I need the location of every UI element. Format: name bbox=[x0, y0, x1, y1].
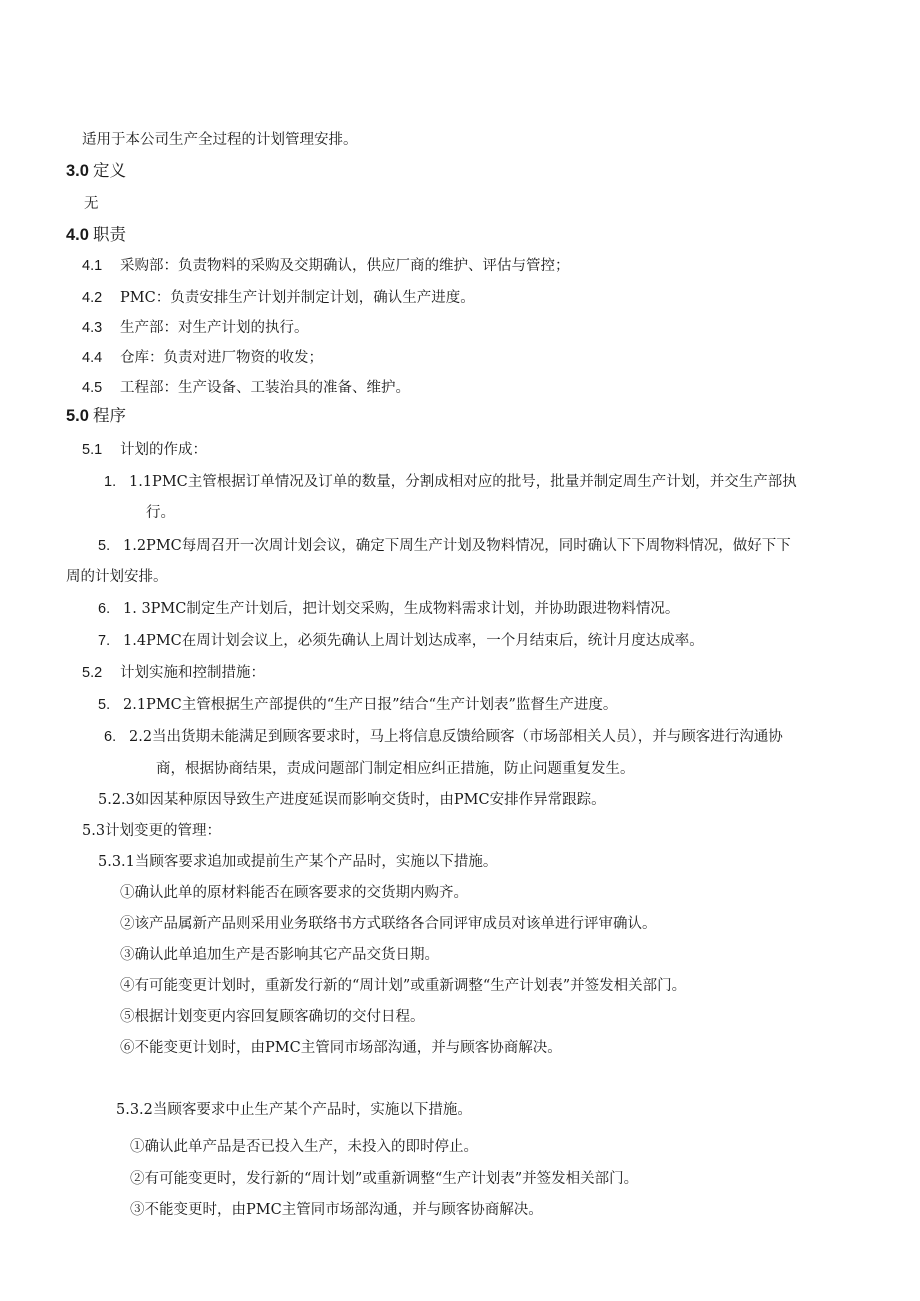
subsection-number: 5.2 bbox=[82, 665, 103, 681]
section-3-number: 3.0 bbox=[66, 162, 89, 180]
list-item bbox=[104, 727, 783, 747]
section-3-heading bbox=[66, 160, 126, 182]
section-4-title: 职责 bbox=[92, 225, 126, 244]
section-3-title: 定义 bbox=[92, 161, 126, 180]
item-text: 生产部：对生产计划的执行。 bbox=[120, 320, 309, 336]
list-item: 5.2.3如因某种原因导致生产进度延误而影响交货时，由PMC安排作异常跟踪。 bbox=[98, 792, 606, 808]
section-5-number: 5.0 bbox=[66, 407, 89, 425]
section-4-heading bbox=[66, 224, 126, 246]
subsection-number: 5.1 bbox=[82, 442, 103, 458]
item-number: 1. bbox=[104, 474, 117, 490]
list-item bbox=[82, 288, 475, 308]
item-text: 1.2PMC每周召开一次周计划会议，确定下周生产计划及物料情况，同时确认下下周物料情况，做好下下 bbox=[123, 538, 791, 554]
item-number: 6. bbox=[98, 601, 111, 617]
item-number: 5. bbox=[98, 697, 111, 713]
list-item: ④有可能变更计划时，重新发行新的“周计划”或重新调整“生产计划表”并签发相关部门。 bbox=[120, 978, 687, 994]
item-text: 工程部：生产设备、工装治具的准备、维护。 bbox=[120, 380, 410, 396]
section-4-number: 4.0 bbox=[66, 226, 89, 244]
item-number: 4.3 bbox=[82, 320, 103, 336]
list-item bbox=[82, 348, 323, 368]
list-item bbox=[98, 536, 791, 556]
list-item: ⑤根据计划变更内容回复顾客确切的交付日程。 bbox=[120, 1009, 425, 1025]
item-text-continuation: 商，根据协商结果，责成问题部门制定相应纠正措施，防止问题重复发生。 bbox=[156, 761, 635, 777]
item-text: 1. 3PMC制定生产计划后，把计划交采购，生成物料需求计划，并协助跟进物料情况。 bbox=[123, 601, 680, 617]
list-item: ③确认此单追加生产是否影响其它产品交货日期。 bbox=[120, 947, 439, 963]
subsection-title: 计划的作成： bbox=[120, 442, 207, 458]
list-item bbox=[82, 318, 309, 338]
item-number: 7. bbox=[98, 633, 111, 649]
subsection-5-2-heading bbox=[82, 663, 265, 683]
item-text-continuation: 周的计划安排。 bbox=[66, 569, 168, 585]
item-text: 仓库：负责对进厂物资的收发； bbox=[120, 350, 323, 366]
item-number: 5. bbox=[98, 538, 111, 554]
subsection-5-3-1-heading: 5.3.1当顾客要求追加或提前生产某个产品时，实施以下措施。 bbox=[98, 854, 498, 870]
item-text: 2.2当出货期未能满足到顾客要求时，马上将信息反馈给顾客（市场部相关人员），并与顾客进行沟通协 bbox=[129, 729, 783, 745]
section-3-body: 无 bbox=[84, 196, 99, 212]
item-text-continuation: 行。 bbox=[146, 505, 175, 521]
list-item bbox=[82, 256, 570, 276]
item-text: PMC：负责安排生产计划并制定计划，确认生产进度。 bbox=[120, 290, 475, 306]
list-item bbox=[82, 378, 410, 398]
scope-text: 适用于本公司生产全过程的计划管理安排。 bbox=[82, 132, 358, 148]
list-item: ②有可能变更时，发行新的“周计划”或重新调整“生产计划表”并签发相关部门。 bbox=[130, 1171, 639, 1187]
subsection-5-3-2-heading: 5.3.2当顾客要求中止生产某个产品时，实施以下措施。 bbox=[116, 1102, 472, 1118]
list-item bbox=[98, 599, 679, 619]
list-item: ①确认此单产品是否已投入生产，未投入的即时停止。 bbox=[130, 1139, 478, 1155]
list-item: ①确认此单的原材料能否在顾客要求的交货期内购齐。 bbox=[120, 885, 468, 901]
item-number: 4.2 bbox=[82, 290, 103, 306]
section-5-title: 程序 bbox=[92, 406, 126, 425]
subsection-title: 计划实施和控制措施： bbox=[120, 665, 265, 681]
list-item bbox=[104, 472, 797, 492]
item-number: 4.1 bbox=[82, 258, 103, 274]
list-item: ③不能变更时，由PMC主管同市场部沟通，并与顾客协商解决。 bbox=[130, 1202, 543, 1218]
list-item bbox=[98, 631, 704, 651]
list-item: ⑥不能变更计划时，由PMC主管同市场部沟通，并与顾客协商解决。 bbox=[120, 1040, 562, 1056]
list-item bbox=[98, 695, 617, 715]
section-5-heading bbox=[66, 405, 126, 427]
item-text: 采购部：负责物料的采购及交期确认，供应厂商的维护、评估与管控； bbox=[120, 258, 570, 274]
item-text: 1.4PMC在周计划会议上，必须先确认上周计划达成率，一个月结束后，统计月度达成率。 bbox=[123, 633, 704, 649]
item-number: 4.4 bbox=[82, 350, 103, 366]
subsection-5-1-heading bbox=[82, 440, 207, 460]
list-item: ②该产品属新产品则采用业务联络书方式联络各合同评审成员对该单进行评审确认。 bbox=[120, 916, 657, 932]
item-number: 4.5 bbox=[82, 380, 103, 396]
item-text: 1.1PMC主管根据订单情况及订单的数量，分割成相对应的批号，批量并制定周生产计划，并交生产部执 bbox=[129, 474, 797, 490]
item-number: 6. bbox=[104, 729, 117, 745]
subsection-5-3-heading: 5.3计划变更的管理： bbox=[82, 823, 222, 839]
item-text: 2.1PMC主管根据生产部提供的“生产日报”结合“生产计划表”监督生产进度。 bbox=[123, 697, 618, 713]
